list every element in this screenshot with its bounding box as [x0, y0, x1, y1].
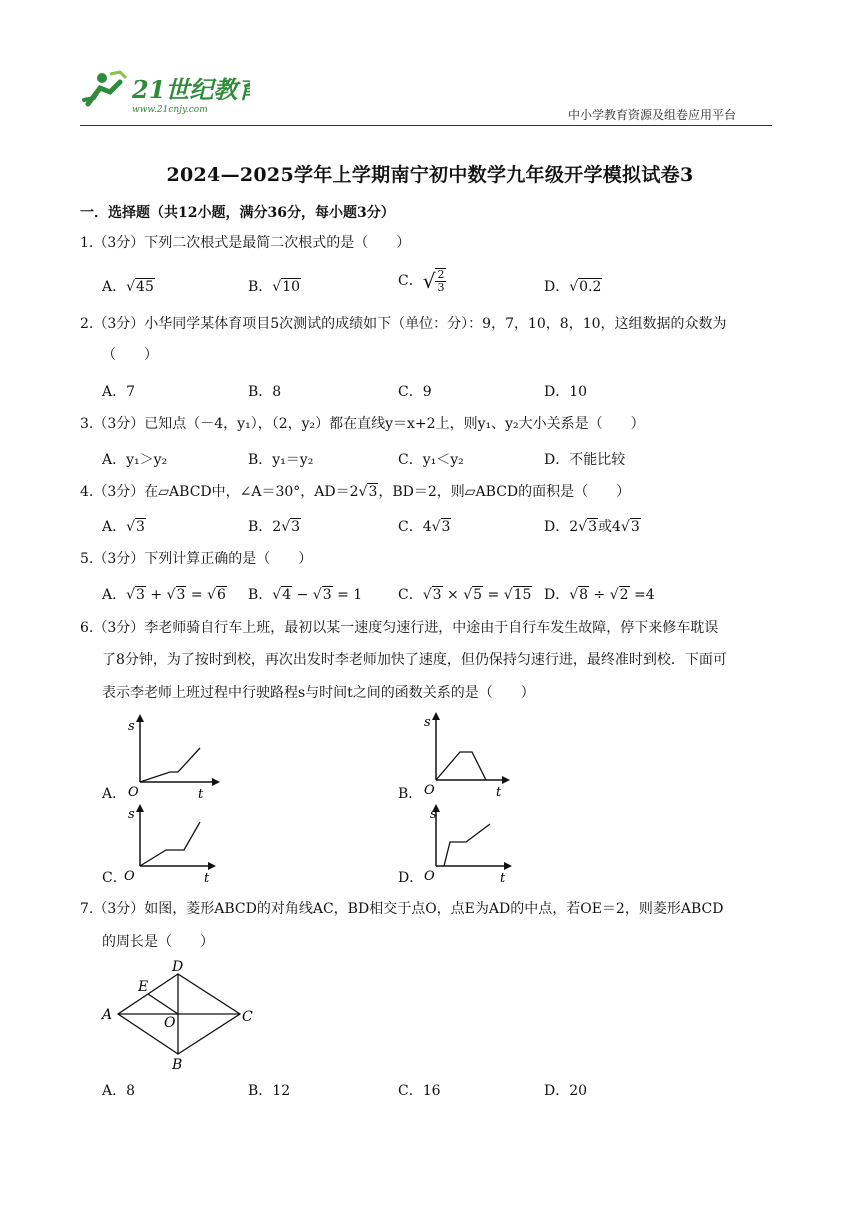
q4-option-d: D．2√3或4√3: [544, 519, 640, 535]
question-5: 5.（3分）下列计算正确的是（ ）: [80, 551, 313, 567]
q3-option-a: A．y₁＞y₂: [102, 452, 168, 468]
logo-text: 21世纪教育: [132, 75, 250, 104]
question-6-line-2: 了8分钟，为了按时到校，再次出发时李老师加快了速度，但仍保持匀速行进，最终准时到校．下面可: [102, 652, 727, 668]
q2-option-c: C．9: [398, 384, 432, 400]
q3-option-c: C．y₁＜y₂: [398, 452, 464, 468]
q6-graph-d: [414, 798, 524, 890]
q1-option-b: B．√10: [248, 279, 301, 295]
q5-option-c: C．√3 × √5 = √15: [398, 587, 532, 603]
section-heading: 一．选择题（共12小题，满分36分，每小题3分）: [80, 205, 395, 221]
svg-text:s: s: [424, 715, 431, 730]
svg-text:t: t: [204, 871, 210, 886]
q6-option-a-label: A．: [102, 786, 127, 802]
q4-option-b: B．2√3: [248, 519, 301, 535]
q7-option-d: D．20: [544, 1083, 588, 1099]
q1-option-a: A．√45: [102, 279, 154, 295]
question-7-line-1: 7.（3分）如图，菱形ABCD的对角线AC，BD相交于点O，点E为AD的中点，若OE＝2，则菱形ABCD: [80, 901, 724, 917]
runner-logo-icon: [84, 72, 126, 104]
question-1: 1.（3分）下列二次根式是最简二次根式的是（ ）: [80, 235, 411, 251]
question-6-line-3: 表示李老师上班过程中行驶路程s与时间t之间的函数关系的是（ ）: [102, 685, 535, 701]
site-logo: [80, 64, 250, 116]
svg-text:O: O: [164, 1015, 176, 1031]
q5-option-d: D．√8 ÷ √2 =4: [544, 587, 655, 603]
page-title: 2024—2025学年上学期南宁初中数学九年级开学模拟试卷3: [166, 164, 694, 186]
question-7-line-2: 的周长是（ ）: [102, 934, 214, 950]
svg-text:B: B: [172, 1057, 183, 1073]
q2-option-d: D．10: [544, 384, 588, 400]
q3-option-d: D．不能比较: [544, 452, 626, 468]
q6-graph-a: [118, 710, 228, 804]
platform-name: 中小学教育资源及组卷应用平台: [567, 108, 736, 122]
svg-text:O: O: [124, 869, 135, 884]
svg-text:A: A: [102, 1007, 113, 1023]
q6-option-b-label: B．: [398, 786, 423, 802]
q3-option-b: B．y₁＝y₂: [248, 452, 314, 468]
svg-text:D: D: [172, 959, 184, 975]
svg-text:O: O: [424, 869, 435, 884]
header-divider: [80, 125, 772, 126]
question-2-bracket: （ ）: [102, 347, 158, 363]
svg-text:t: t: [198, 787, 204, 800]
q7-option-a: A．8: [102, 1083, 136, 1099]
q6-graph-b: [414, 706, 524, 804]
question-6-line-1: 6.（3分）李老师骑自行车上班，最初以某一速度匀速行进，中途由于自行车发生故障，停下来修车耽误: [80, 620, 719, 636]
question-3: 3.（3分）已知点（－4，y₁），（2，y₂）都在直线y＝x+2上，则y₁、y₂大小关系是（ ）: [80, 416, 645, 432]
svg-text:E: E: [138, 979, 149, 995]
svg-text:s: s: [128, 719, 135, 734]
q5-option-b: B．√4 − √3 = 1: [248, 587, 363, 603]
svg-text:t: t: [500, 871, 506, 886]
q4-option-c: C．4√3: [398, 519, 451, 535]
q6-option-d-label: D．: [398, 870, 424, 886]
logo-url: www.21cnjy.com: [132, 105, 208, 115]
q7-option-b: B．12: [248, 1083, 291, 1099]
q1-option-c: C．√ $\frac{2}{3}$: [398, 268, 445, 294]
q6-option-c-label: C．: [102, 870, 127, 886]
question-4: 4.（3分）在▱ABCD中，∠A＝30°，AD＝2√3，BD＝2，则▱ABCD的面积是（ ）: [80, 484, 631, 500]
svg-text:O: O: [128, 785, 139, 800]
svg-text:C: C: [242, 1009, 253, 1025]
svg-text:s: s: [128, 807, 135, 822]
q2-option-a: A．7: [102, 384, 136, 400]
question-2: 2.（3分）小华同学某体育项目5次测试的成绩如下（单位：分）：9，7，10，8，10，这组数据的众数为: [80, 316, 727, 332]
q7-option-c: C．16: [398, 1083, 441, 1099]
q2-option-b: B．8: [248, 384, 282, 400]
svg-text:t: t: [496, 785, 502, 800]
q6-graph-c: [118, 798, 228, 890]
rhombus-figure: [98, 958, 268, 1078]
svg-text:s: s: [430, 807, 437, 822]
svg-text:O: O: [424, 783, 435, 798]
q1-option-d: D．√0.2: [544, 279, 602, 295]
q4-option-a: A．√3: [102, 519, 145, 535]
q5-option-a: A．√3 + √3 = √6: [102, 587, 226, 603]
